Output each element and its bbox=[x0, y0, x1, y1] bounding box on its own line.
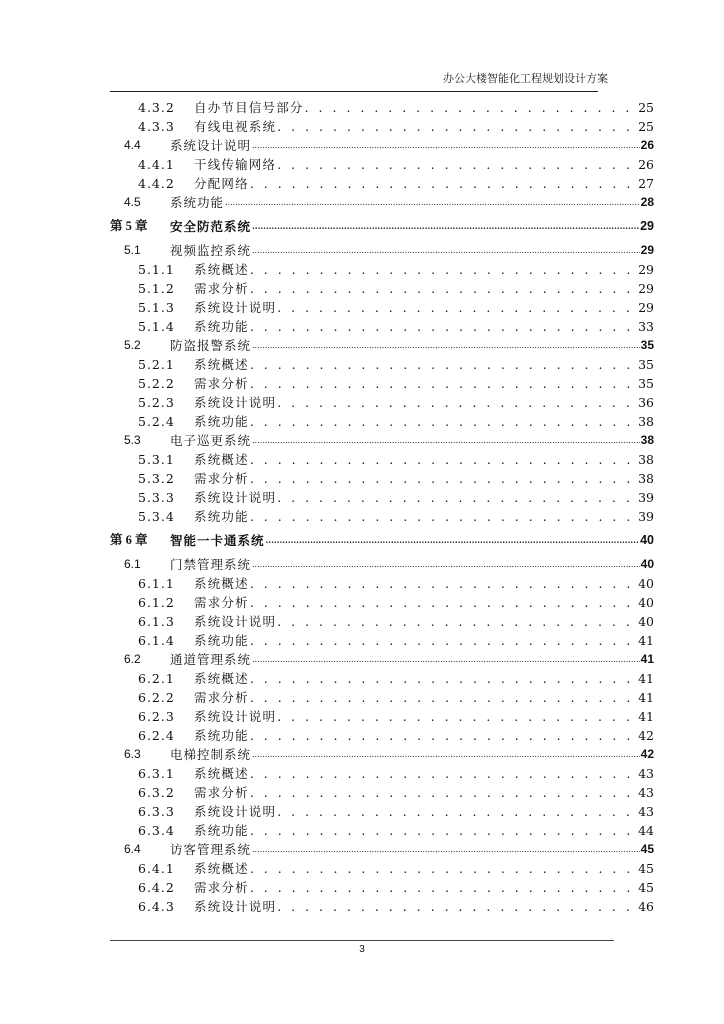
toc-section-entry[interactable] bbox=[110, 134, 654, 153]
toc-entry-title: 需求分析 bbox=[194, 595, 249, 610]
toc-subsection-entry[interactable] bbox=[110, 372, 654, 391]
toc-subsection-entry[interactable] bbox=[110, 258, 654, 277]
toc-entry-number: 第 6 章 bbox=[110, 533, 148, 547]
toc-subsection-entry[interactable] bbox=[110, 800, 654, 819]
toc-subsection-entry[interactable] bbox=[110, 486, 654, 505]
toc-entry-number: 5.3.4 bbox=[138, 509, 175, 524]
toc-entry-title: 系统概述 bbox=[194, 452, 249, 467]
toc-entry-title: 有线电视系统 bbox=[194, 119, 277, 134]
toc-entry-title: 系统概述 bbox=[194, 861, 249, 876]
toc-entry-title: 系统功能 bbox=[194, 319, 249, 334]
toc-dot-leader bbox=[250, 176, 637, 191]
toc-entry-page: 43 bbox=[638, 785, 654, 800]
toc-dot-leader bbox=[252, 433, 640, 448]
toc-dot-leader bbox=[277, 119, 637, 134]
toc-entry-number: 4.3.3 bbox=[138, 119, 175, 134]
toc-dot-leader bbox=[250, 861, 637, 876]
toc-entry-number: 6.1 bbox=[124, 557, 141, 571]
toc-dot-leader bbox=[252, 652, 640, 667]
toc-entry-page: 35 bbox=[638, 357, 654, 372]
toc-dot-leader bbox=[277, 157, 637, 172]
toc-entry-page: 29 bbox=[638, 262, 654, 277]
toc-entry-page: 26 bbox=[638, 157, 654, 172]
toc-entry-number: 5.1.4 bbox=[138, 319, 175, 334]
toc-subsection-entry[interactable] bbox=[110, 115, 654, 134]
toc-entry-title: 安全防范系统 bbox=[170, 219, 252, 234]
toc-entry-title: 系统设计说明 bbox=[194, 709, 277, 724]
toc-entry-number: 6.2.4 bbox=[138, 728, 175, 743]
toc-dot-leader bbox=[252, 747, 640, 762]
toc-entry-number: 4.5 bbox=[124, 195, 141, 209]
toc-entry-title: 防盗报警系统 bbox=[170, 338, 252, 353]
toc-entry-number: 5.3.1 bbox=[138, 452, 175, 467]
toc-subsection-entry[interactable] bbox=[110, 467, 654, 486]
toc-entry-title: 系统设计说明 bbox=[194, 395, 277, 410]
toc-entry-title: 系统设计说明 bbox=[170, 138, 252, 153]
toc-subsection-entry[interactable] bbox=[110, 153, 654, 172]
toc-entry-page: 35 bbox=[638, 376, 654, 391]
toc-dot-leader bbox=[250, 357, 637, 372]
toc-dot-leader bbox=[252, 842, 640, 857]
toc-section-entry[interactable] bbox=[110, 743, 654, 762]
toc-dot-leader bbox=[250, 376, 637, 391]
toc-entry-number: 5.2.3 bbox=[138, 395, 175, 410]
toc-entry-number: 6.3 bbox=[124, 747, 141, 761]
toc-entry-title: 门禁管理系统 bbox=[170, 557, 252, 572]
toc-entry-number: 6.2.1 bbox=[138, 671, 175, 686]
toc-entry-page: 44 bbox=[638, 823, 654, 838]
toc-entry-title: 通道管理系统 bbox=[170, 652, 252, 667]
toc-entry-title: 分配网络 bbox=[194, 176, 249, 191]
page-number: 3 bbox=[359, 944, 365, 955]
toc-entry-title: 干线传输网络 bbox=[194, 157, 277, 172]
toc-entry-number: 4.3.2 bbox=[138, 100, 175, 115]
toc-entry-page: 40 bbox=[638, 595, 654, 610]
toc-entry-title: 需求分析 bbox=[194, 281, 249, 296]
toc-entry-title: 系统设计说明 bbox=[194, 614, 277, 629]
toc-entry-title: 需求分析 bbox=[194, 376, 249, 391]
toc-entry-page: 41 bbox=[638, 709, 654, 724]
toc-subsection-entry[interactable] bbox=[110, 610, 654, 629]
toc-dot-leader bbox=[277, 614, 637, 629]
toc-subsection-entry[interactable] bbox=[110, 762, 654, 781]
toc-dot-leader bbox=[305, 100, 637, 115]
toc-subsection-entry[interactable] bbox=[110, 724, 654, 743]
toc-entry-number: 4.4.1 bbox=[138, 157, 175, 172]
toc-subsection-entry[interactable] bbox=[110, 686, 654, 705]
toc-entry-title: 访客管理系统 bbox=[170, 842, 252, 857]
toc-entry-number: 6.3.2 bbox=[138, 785, 175, 800]
toc-dot-leader bbox=[250, 671, 637, 686]
toc-dot-leader bbox=[252, 219, 639, 234]
toc-dot-leader bbox=[250, 281, 637, 296]
toc-section-entry[interactable] bbox=[110, 648, 654, 667]
toc-entry-page: 39 bbox=[638, 490, 654, 505]
toc-dot-leader bbox=[250, 633, 637, 648]
toc-entry-title: 系统功能 bbox=[194, 728, 249, 743]
toc-entry-title: 系统概述 bbox=[194, 357, 249, 372]
toc-entry-title: 系统设计说明 bbox=[194, 490, 277, 505]
toc-dot-leader bbox=[250, 414, 637, 429]
toc-entry-page: 40 bbox=[638, 614, 654, 629]
toc-subsection-entry[interactable] bbox=[110, 705, 654, 724]
toc-entry-page: 25 bbox=[638, 119, 654, 134]
toc-entry-page: 41 bbox=[638, 633, 654, 648]
toc-dot-leader bbox=[252, 557, 640, 572]
toc-subsection-entry[interactable] bbox=[110, 572, 654, 591]
toc-entry-page: 42 bbox=[640, 747, 654, 761]
toc-section-entry[interactable] bbox=[110, 239, 654, 258]
toc-entry-number: 第 5 章 bbox=[110, 219, 148, 233]
toc-entry-title: 电子巡更系统 bbox=[170, 433, 252, 448]
toc-entry-number: 5.2 bbox=[124, 338, 141, 352]
toc-dot-leader bbox=[250, 262, 637, 277]
toc-subsection-entry[interactable] bbox=[110, 391, 654, 410]
toc-entry-number: 4.4.2 bbox=[138, 176, 175, 191]
toc-entry-page: 28 bbox=[640, 195, 654, 209]
running-header: 办公大楼智能化工程规划设计方案 bbox=[443, 72, 608, 85]
toc-entry-page: 45 bbox=[638, 880, 654, 895]
toc-entry-page: 38 bbox=[638, 452, 654, 467]
toc-dot-leader bbox=[250, 785, 637, 800]
toc-entry-number: 6.4 bbox=[124, 842, 141, 856]
toc-subsection-entry[interactable] bbox=[110, 353, 654, 372]
toc-subsection-entry[interactable] bbox=[110, 629, 654, 648]
header-divider bbox=[110, 91, 598, 92]
toc-dot-leader bbox=[252, 243, 640, 258]
toc-entry-number: 6.1.3 bbox=[138, 614, 175, 629]
toc-entry-title: 系统功能 bbox=[194, 509, 249, 524]
toc-entry-page: 29 bbox=[640, 219, 654, 233]
toc-entry-title: 需求分析 bbox=[194, 690, 249, 705]
toc-entry-number: 5.3 bbox=[124, 433, 141, 447]
toc-entry-number: 6.1.2 bbox=[138, 595, 175, 610]
toc-entry-number: 6.3.4 bbox=[138, 823, 175, 838]
toc-entry-page: 25 bbox=[638, 100, 654, 115]
toc-entry-number: 5.3.3 bbox=[138, 490, 175, 505]
toc-subsection-entry[interactable] bbox=[110, 667, 654, 686]
toc-dot-leader bbox=[277, 490, 637, 505]
toc-entry-page: 38 bbox=[640, 433, 654, 447]
toc-dot-leader bbox=[250, 823, 637, 838]
toc-dot-leader bbox=[250, 595, 637, 610]
toc-entry-page: 43 bbox=[638, 804, 654, 819]
toc-chapter-entry[interactable] bbox=[110, 215, 654, 234]
toc-subsection-entry[interactable] bbox=[110, 876, 654, 895]
toc-dot-leader bbox=[250, 509, 637, 524]
toc-entry-title: 智能一卡通系统 bbox=[170, 533, 265, 548]
toc-dot-leader bbox=[250, 576, 637, 591]
toc-entry-page: 40 bbox=[640, 557, 654, 571]
toc-entry-title: 电梯控制系统 bbox=[170, 747, 252, 762]
toc-dot-leader bbox=[252, 338, 640, 353]
toc-dot-leader bbox=[252, 138, 640, 153]
toc-entry-title: 需求分析 bbox=[194, 471, 249, 486]
toc-entry-number: 6.1.4 bbox=[138, 633, 175, 648]
toc-entry-title: 系统功能 bbox=[194, 633, 249, 648]
toc-entry-page: 46 bbox=[638, 899, 654, 914]
toc-entry-number: 5.2.4 bbox=[138, 414, 175, 429]
toc-entry-title: 系统设计说明 bbox=[194, 300, 277, 315]
toc-entry-page: 42 bbox=[638, 728, 654, 743]
toc-entry-page: 29 bbox=[638, 300, 654, 315]
toc-dot-leader bbox=[277, 899, 637, 914]
toc-entry-title: 系统设计说明 bbox=[194, 804, 277, 819]
toc-dot-leader bbox=[250, 319, 637, 334]
toc-entry-number: 5.2.2 bbox=[138, 376, 175, 391]
toc-dot-leader bbox=[225, 195, 640, 210]
toc-dot-leader bbox=[266, 533, 640, 548]
toc-chapter-entry[interactable] bbox=[110, 529, 654, 548]
toc-entry-number: 6.4.1 bbox=[138, 861, 175, 876]
footer-divider bbox=[110, 940, 614, 941]
toc-dot-leader bbox=[277, 300, 637, 315]
toc-entry-page: 29 bbox=[640, 243, 654, 257]
toc-entry-number: 6.2.2 bbox=[138, 690, 175, 705]
toc-entry-number: 6.3.3 bbox=[138, 804, 175, 819]
toc-subsection-entry[interactable] bbox=[110, 315, 654, 334]
toc-entry-page: 41 bbox=[640, 652, 654, 666]
toc-entry-number: 6.2.3 bbox=[138, 709, 175, 724]
toc-subsection-entry[interactable] bbox=[110, 96, 654, 115]
toc-entry-title: 系统概述 bbox=[194, 766, 249, 781]
toc-dot-leader bbox=[250, 728, 637, 743]
toc-entry-title: 系统功能 bbox=[194, 823, 249, 838]
toc-subsection-entry[interactable] bbox=[110, 410, 654, 429]
toc-entry-number: 6.3.1 bbox=[138, 766, 175, 781]
toc-entry-title: 需求分析 bbox=[194, 880, 249, 895]
toc-entry-title: 视频监控系统 bbox=[170, 243, 252, 258]
toc-entry-number: 6.4.3 bbox=[138, 899, 175, 914]
toc-entry-number: 5.1 bbox=[124, 243, 141, 257]
toc-subsection-entry[interactable] bbox=[110, 591, 654, 610]
toc-subsection-entry[interactable] bbox=[110, 505, 654, 524]
toc-section-entry[interactable] bbox=[110, 429, 654, 448]
toc-subsection-entry[interactable] bbox=[110, 172, 654, 191]
toc-entry-page: 41 bbox=[638, 690, 654, 705]
toc-dot-leader bbox=[277, 709, 637, 724]
toc-entry-page: 29 bbox=[638, 281, 654, 296]
toc-entry-number: 4.4 bbox=[124, 138, 141, 152]
toc-entry-title: 系统功能 bbox=[194, 414, 249, 429]
toc-dot-leader bbox=[250, 471, 637, 486]
toc-entry-title: 需求分析 bbox=[194, 785, 249, 800]
toc-subsection-entry[interactable] bbox=[110, 448, 654, 467]
toc-dot-leader bbox=[250, 766, 637, 781]
toc-entry-page: 38 bbox=[638, 471, 654, 486]
toc-entry-page: 35 bbox=[640, 338, 654, 352]
toc-dot-leader bbox=[250, 690, 637, 705]
toc-entry-number: 6.1.1 bbox=[138, 576, 175, 591]
toc-entry-number: 5.2.1 bbox=[138, 357, 175, 372]
toc-entry-number: 5.1.1 bbox=[138, 262, 175, 277]
toc-section-entry[interactable] bbox=[110, 838, 654, 857]
toc-entry-number: 6.4.2 bbox=[138, 880, 175, 895]
toc-entry-title: 系统功能 bbox=[170, 195, 225, 210]
toc-subsection-entry[interactable] bbox=[110, 277, 654, 296]
toc-entry-title: 系统概述 bbox=[194, 671, 249, 686]
toc-entry-page: 43 bbox=[638, 766, 654, 781]
toc-entry-number: 6.2 bbox=[124, 652, 141, 666]
toc-entry-page: 38 bbox=[638, 414, 654, 429]
toc-subsection-entry[interactable] bbox=[110, 781, 654, 800]
toc-section-entry[interactable] bbox=[110, 553, 654, 572]
toc-entry-title: 系统概述 bbox=[194, 262, 249, 277]
toc-entry-page: 27 bbox=[638, 176, 654, 191]
toc-entry-page: 36 bbox=[638, 395, 654, 410]
toc-subsection-entry[interactable] bbox=[110, 895, 654, 914]
toc-section-entry[interactable] bbox=[110, 334, 654, 353]
toc-dot-leader bbox=[250, 880, 637, 895]
toc-entry-title: 自办节目信号部分 bbox=[194, 100, 304, 115]
toc-entry-page: 45 bbox=[640, 842, 654, 856]
toc-subsection-entry[interactable] bbox=[110, 296, 654, 315]
toc-section-entry[interactable] bbox=[110, 191, 654, 210]
toc-subsection-entry[interactable] bbox=[110, 857, 654, 876]
toc-dot-leader bbox=[277, 804, 637, 819]
toc-entry-page: 26 bbox=[640, 138, 654, 152]
toc-dot-leader bbox=[250, 452, 637, 467]
toc-entry-title: 系统设计说明 bbox=[194, 899, 277, 914]
toc-entry-title: 系统概述 bbox=[194, 576, 249, 591]
toc-entry-page: 40 bbox=[638, 576, 654, 591]
toc-entry-page: 33 bbox=[638, 319, 654, 334]
toc-entry-page: 45 bbox=[638, 861, 654, 876]
toc-entry-number: 5.3.2 bbox=[138, 471, 175, 486]
toc-entry-page: 41 bbox=[638, 671, 654, 686]
toc-entry-page: 39 bbox=[638, 509, 654, 524]
toc-subsection-entry[interactable] bbox=[110, 819, 654, 838]
toc-entry-number: 5.1.3 bbox=[138, 300, 175, 315]
toc-entry-page: 40 bbox=[640, 533, 654, 547]
toc-dot-leader bbox=[277, 395, 637, 410]
toc-entry-number: 5.1.2 bbox=[138, 281, 175, 296]
